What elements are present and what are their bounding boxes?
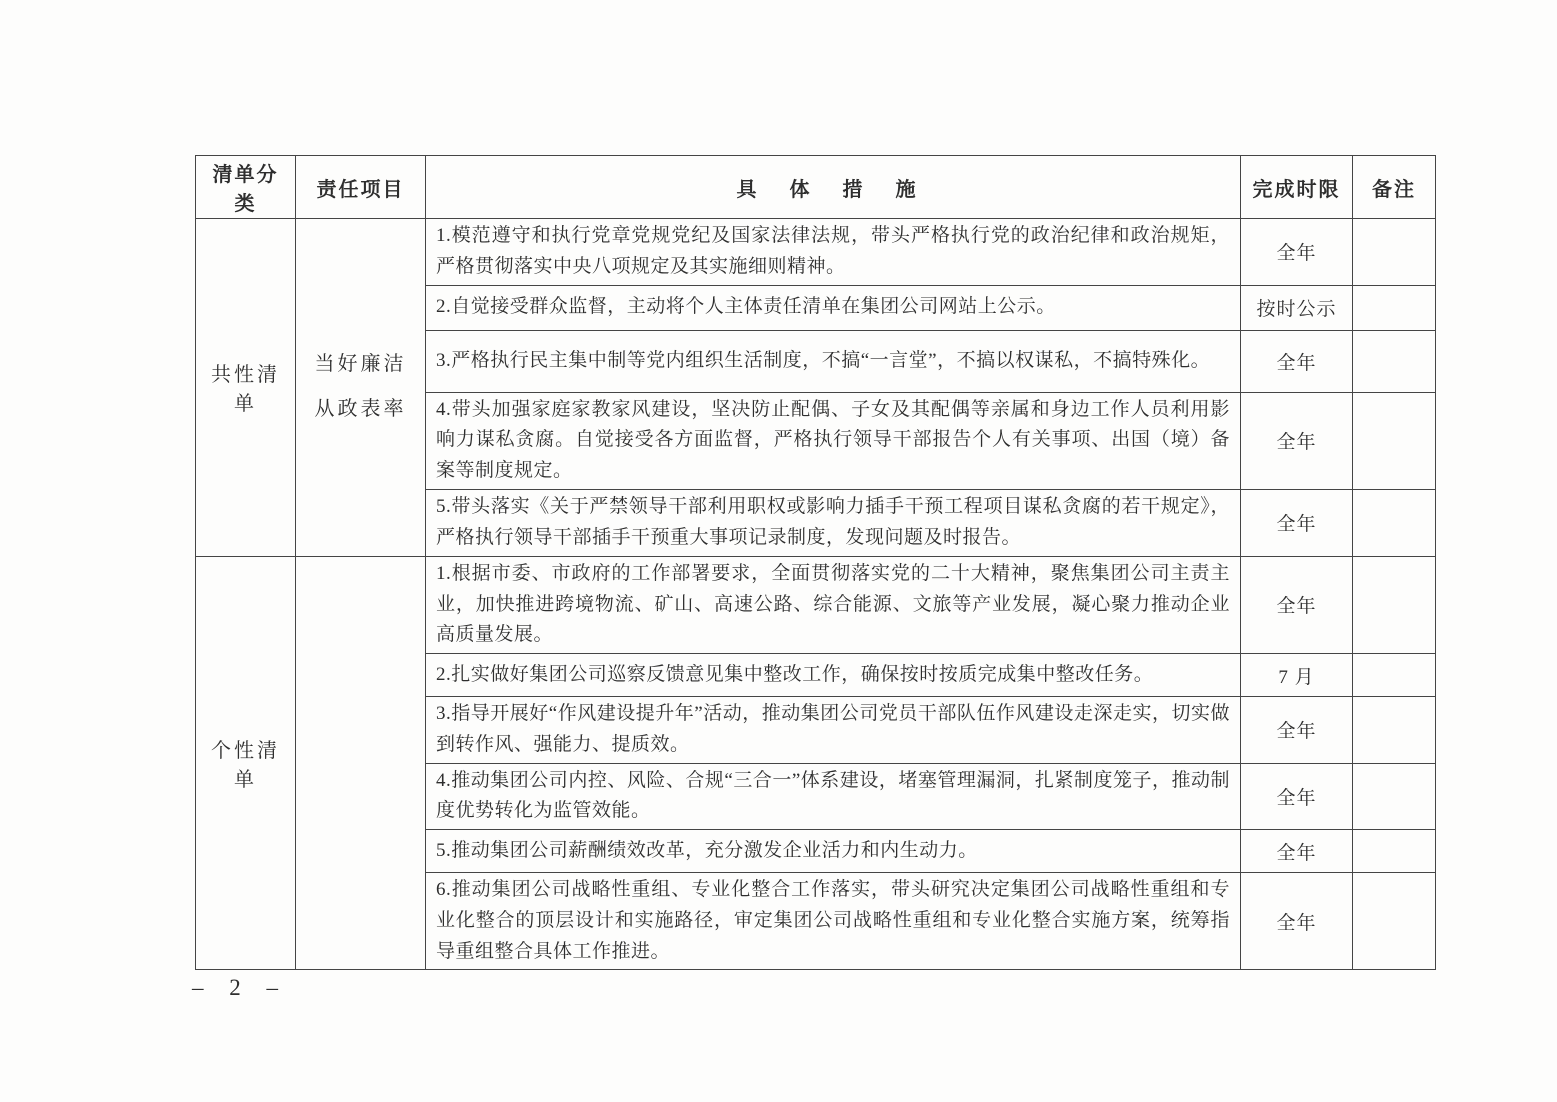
deadline-cell: 全年 (1241, 830, 1353, 873)
header-deadline: 完成时限 (1241, 156, 1353, 219)
note-cell (1353, 654, 1436, 697)
header-category: 清单分类 (196, 156, 296, 219)
measure-cell: 4.推动集团公司内控、风险、合规“三合一”体系建设，堵塞管理漏洞，扎紧制度笼子，推动制度优势转化为监管效能。 (426, 763, 1241, 830)
category-cell-common: 共性清单 (196, 219, 296, 557)
page-number: – 2 – (192, 975, 288, 1000)
deadline-cell: 全年 (1241, 763, 1353, 830)
measure-cell: 2.自觉接受群众监督，主动将个人主体责任清单在集团公司网站上公示。 (426, 285, 1241, 330)
responsibility-checklist-table (195, 155, 1436, 970)
deadline-cell: 按时公示 (1241, 285, 1353, 330)
measure-cell: 1.模范遵守和执行党章党规党纪及国家法律法规，带头严格执行党的政治纪律和政治规矩，严格贯彻落实中央八项规定及其实施细则精神。 (426, 219, 1241, 286)
project-line: 当好廉洁 (314, 353, 407, 376)
header-project: 责任项目 (296, 156, 426, 219)
note-cell (1353, 489, 1436, 556)
project-line: 从政表率 (314, 398, 407, 421)
note-cell (1353, 330, 1436, 392)
note-cell (1353, 697, 1436, 764)
measure-cell: 5.推动集团公司薪酬绩效改革，充分激发企业活力和内生动力。 (426, 830, 1241, 873)
deadline-cell: 全年 (1241, 219, 1353, 286)
note-cell (1353, 219, 1436, 286)
note-cell (1353, 763, 1436, 830)
deadline-cell: 全年 (1241, 556, 1353, 653)
note-cell (1353, 392, 1436, 489)
note-cell (1353, 556, 1436, 653)
measure-cell: 6.推动集团公司战略性重组、专业化整合工作落实，带头研究决定集团公司战略性重组和专业化整合的顶层设计和实施路径，审定集团公司战略性重组和专业化整合实施方案，统筹指导重组整合具体工作推进。 (426, 873, 1241, 970)
deadline-cell: 全年 (1241, 392, 1353, 489)
deadline-cell: 全年 (1241, 873, 1353, 970)
deadline-cell: 全年 (1241, 330, 1353, 392)
note-cell (1353, 873, 1436, 970)
deadline-cell: 7 月 (1241, 654, 1353, 697)
category-cell-individual: 个性清单 (196, 556, 296, 970)
measure-cell: 1.根据市委、市政府的工作部署要求，全面贯彻落实党的二十大精神，聚焦集团公司主责主业，加快推进跨境物流、矿山、高速公路、综合能源、文旅等产业发展，凝心聚力推动企业高质量发展。 (426, 556, 1241, 653)
project-cell-common (296, 219, 426, 557)
note-cell (1353, 285, 1436, 330)
deadline-cell: 全年 (1241, 697, 1353, 764)
measure-cell: 5.带头落实《关于严禁领导干部利用职权或影响力插手干预工程项目谋私贪腐的若干规定》，严格执行领导干部插手干预重大事项记录制度，发现问题及时报告。 (426, 489, 1241, 556)
deadline-cell: 全年 (1241, 489, 1353, 556)
header-note: 备注 (1353, 156, 1436, 219)
project-cell-individual (296, 556, 426, 970)
table-row (196, 219, 1436, 286)
header-measures: 具 体 措 施 (426, 156, 1241, 219)
table-header-row (196, 156, 1436, 219)
measure-cell: 3.严格执行民主集中制等党内组织生活制度，不搞“一言堂”，不搞以权谋私，不搞特殊化。 (426, 330, 1241, 392)
note-cell (1353, 830, 1436, 873)
table-row (196, 556, 1436, 653)
measure-cell: 2.扎实做好集团公司巡察反馈意见集中整改工作，确保按时按质完成集中整改任务。 (426, 654, 1241, 697)
measure-cell: 3.指导开展好“作风建设提升年”活动，推动集团公司党员干部队伍作风建设走深走实，切实做到转作风、强能力、提质效。 (426, 697, 1241, 764)
measure-cell: 4.带头加强家庭家教家风建设，坚决防止配偶、子女及其配偶等亲属和身边工作人员利用影响力谋私贪腐。自觉接受各方面监督，严格执行领导干部报告个人有关事项、出国（境）备案等制度规定。 (426, 392, 1241, 489)
